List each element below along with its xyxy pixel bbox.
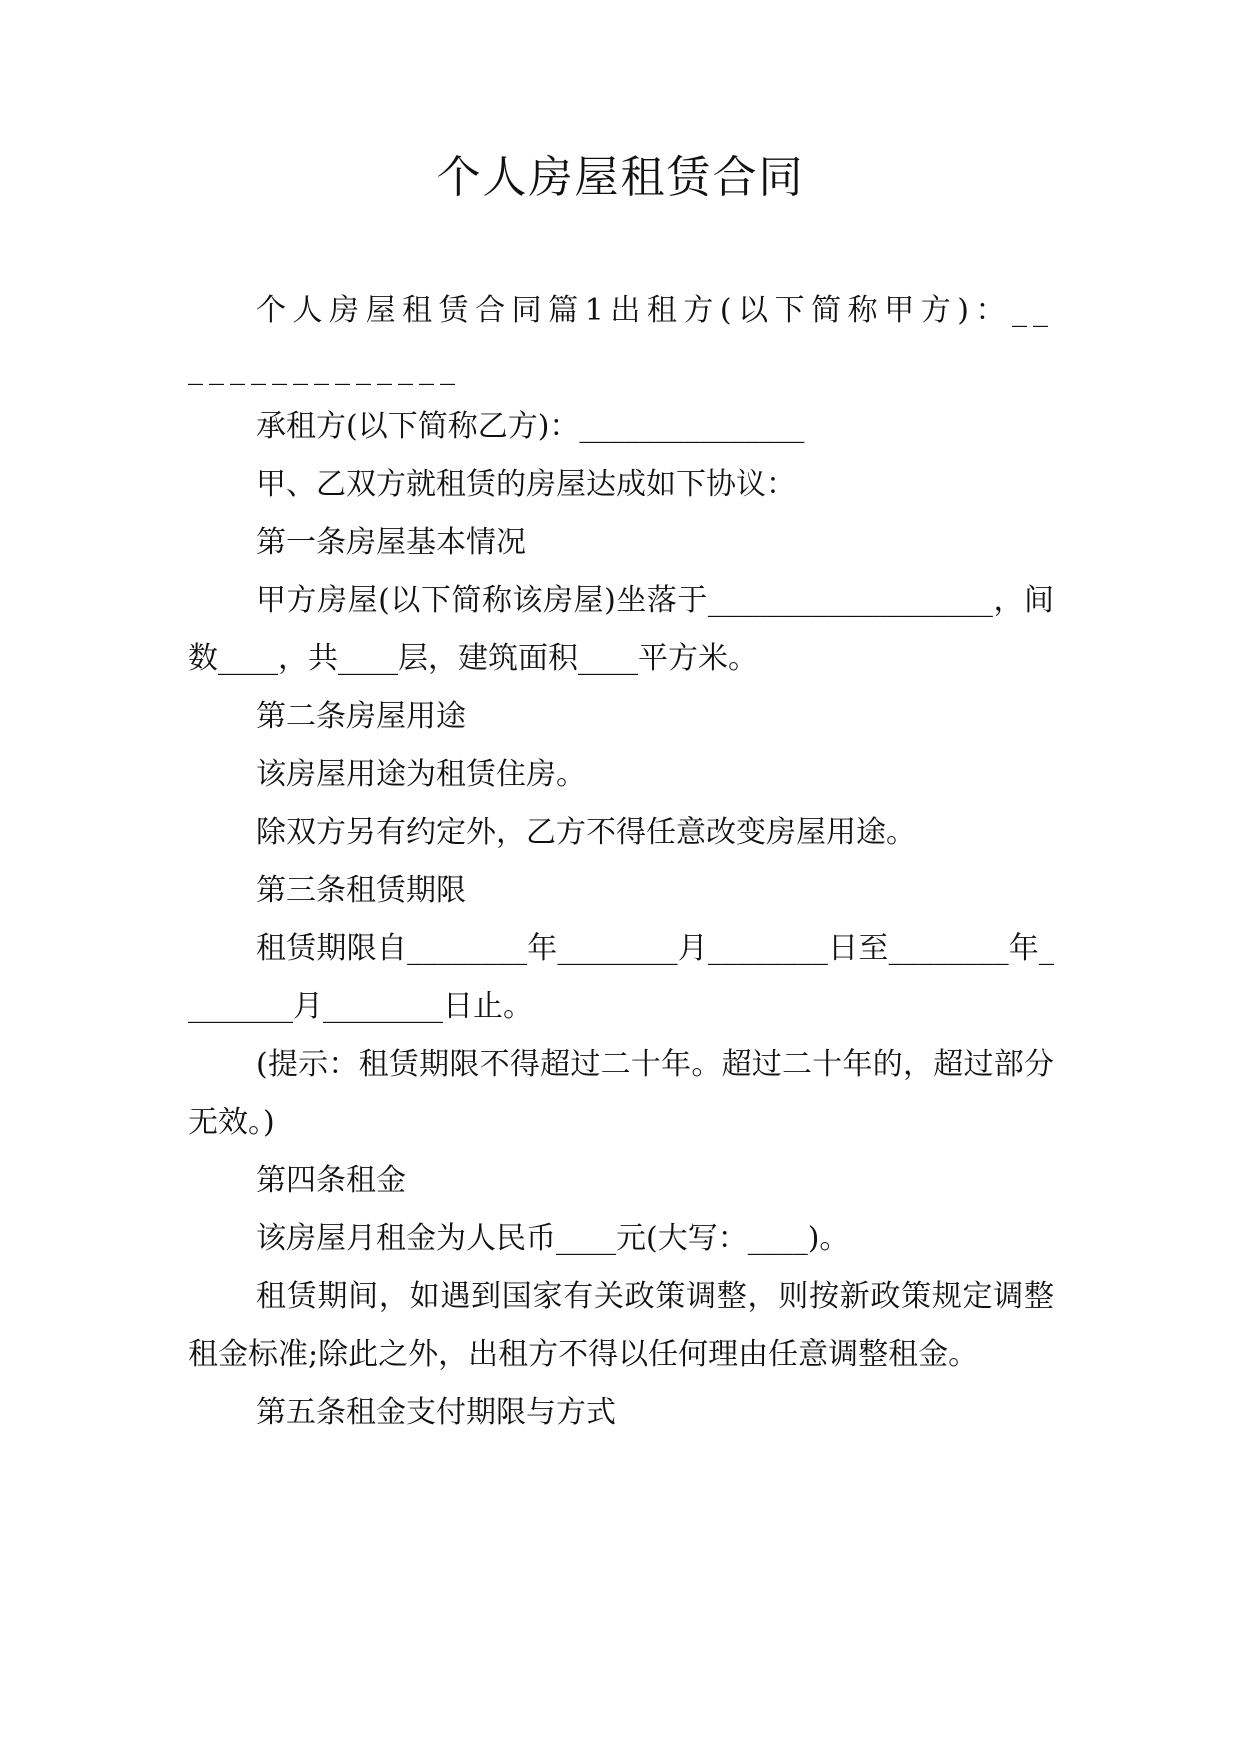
paragraph-intro: 个人房屋租赁合同篇1出租方(以下简称甲方)：_______________ xyxy=(188,293,1054,386)
article-4-heading: 第四条租金 xyxy=(256,1163,406,1198)
article-4-content-2: 租赁期间，如遇到国家有关政策调整，则按新政策规定调整租金标准;除此之外，出租方不得以任何理由任意调整租金。 xyxy=(188,1279,1054,1372)
paragraph-tenant: 承租方(以下简称乙方)：_______________ xyxy=(256,409,805,444)
article-3-heading: 第三条租赁期限 xyxy=(256,873,466,908)
article-1-content: 甲方房屋(以下简称该房屋)坐落于___________________，间数____，共____层，建筑面积____平方米。 xyxy=(188,583,1054,676)
article-5-heading: 第五条租金支付期限与方式 xyxy=(256,1395,616,1430)
article-4-content-1: 该房屋月租金为人民币____元(大写：____)。 xyxy=(256,1221,850,1256)
document-body xyxy=(188,282,1054,1442)
article-3-content: 租赁期限自________年________月________日至________年________月________日止。 xyxy=(188,931,1054,1024)
article-2-content-2: 除双方另有约定外，乙方不得任意改变房屋用途。 xyxy=(256,815,916,850)
article-2-heading: 第二条房屋用途 xyxy=(256,699,466,734)
article-3-note: (提示：租赁期限不得超过二十年。超过二十年的，超过部分无效。) xyxy=(188,1047,1054,1140)
paragraph-agreement: 甲、乙双方就租赁的房屋达成如下协议： xyxy=(256,467,796,502)
article-1-heading: 第一条房屋基本情况 xyxy=(256,525,526,560)
document-title: 个人房屋租赁合同 xyxy=(436,152,805,203)
article-2-content-1: 该房屋用途为租赁住房。 xyxy=(256,757,586,792)
